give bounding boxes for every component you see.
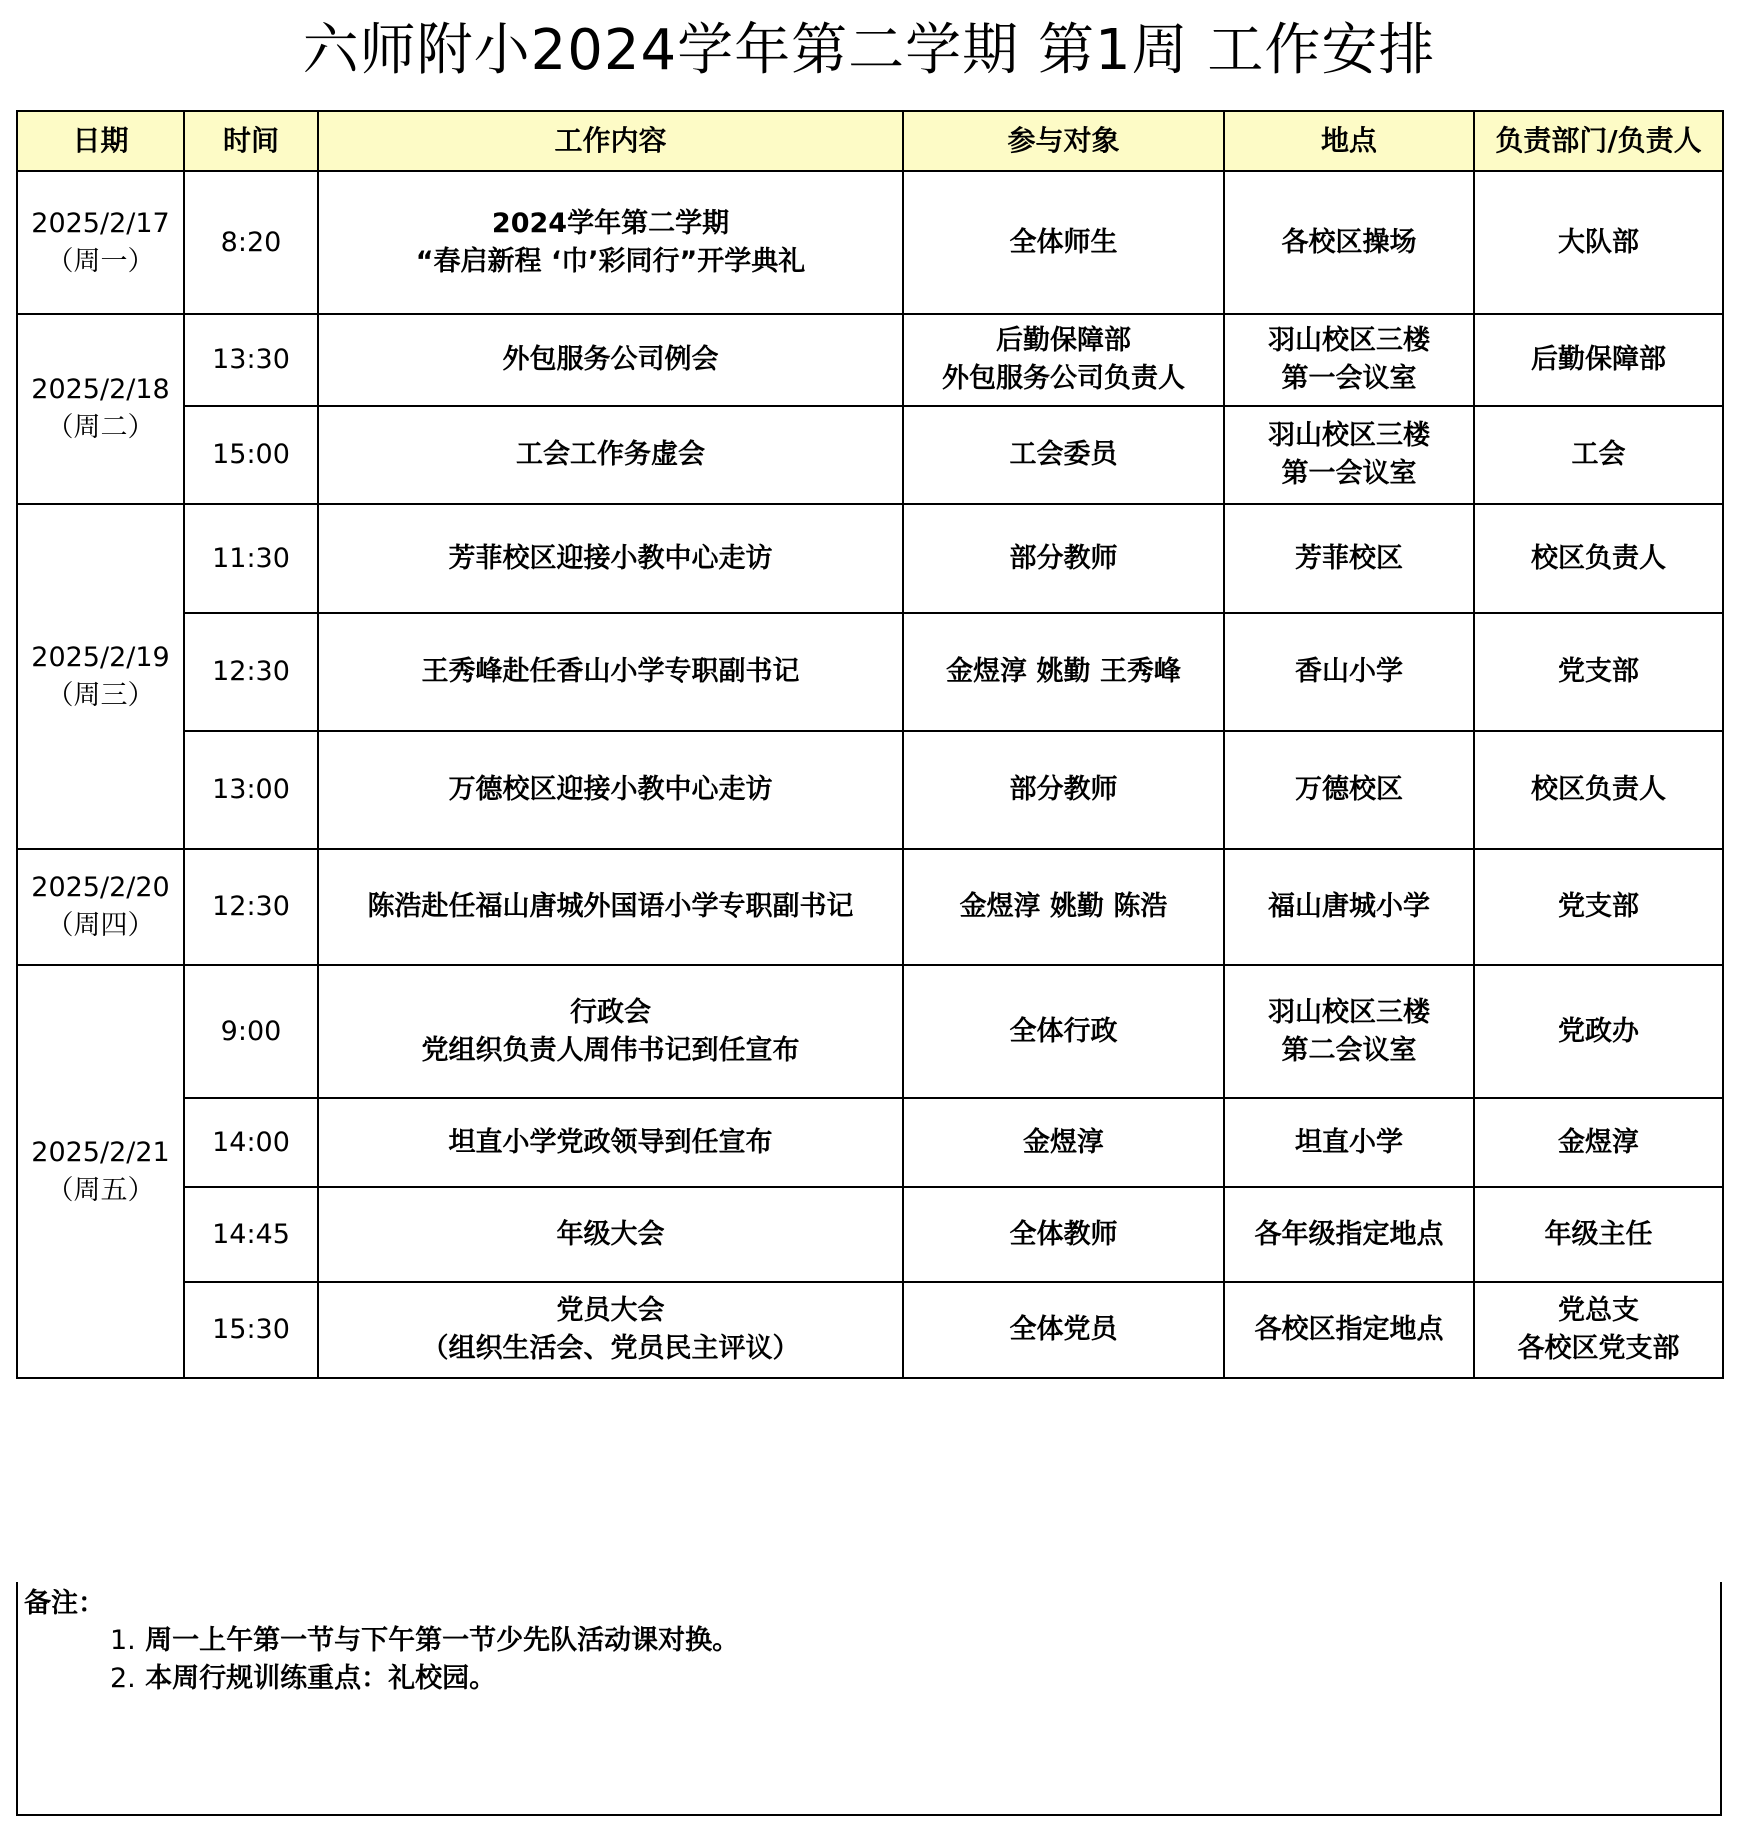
location-cell <box>1224 1098 1474 1187</box>
content-cell-line: 工会工作务虚会 <box>516 439 705 470</box>
content-cell-line: 陈浩赴任福山唐城外国语小学专职副书记 <box>367 891 854 922</box>
owner-cell-line: 校区负责人 <box>1531 774 1666 805</box>
participants-cell <box>903 171 1224 314</box>
location-cell <box>1224 849 1474 965</box>
date-cell <box>17 504 184 849</box>
owner-cell <box>1474 1187 1723 1282</box>
date-cell-line: （周三） <box>46 679 155 711</box>
remark-text: 本周行规训练重点：礼校园。 <box>145 1663 497 1694</box>
owner-cell <box>1474 314 1723 406</box>
owner-cell-line: 后勤保障部 <box>1531 344 1666 375</box>
date-cell-line: 2025/2/20 <box>31 872 170 903</box>
participants-cell-line: 全体党员 <box>1009 1314 1118 1345</box>
participants-cell-line: 外包服务公司负责人 <box>942 363 1185 394</box>
date-cell <box>17 849 184 965</box>
schedule-table <box>16 110 1724 1379</box>
location-cell-line: 各校区指定地点 <box>1254 1314 1444 1345</box>
owner-cell <box>1474 406 1723 504</box>
owner-cell <box>1474 965 1723 1098</box>
participants-cell-line: 全体师生 <box>1009 226 1118 258</box>
participants-cell <box>903 314 1224 406</box>
owner-cell <box>1474 504 1723 613</box>
header-location: 地点 <box>1224 111 1474 171</box>
time-cell: 12:30 <box>184 613 318 731</box>
date-cell-line: 2025/2/21 <box>31 1136 170 1168</box>
participants-cell <box>903 731 1224 849</box>
location-cell <box>1224 965 1474 1098</box>
content-cell-line: 党员大会 <box>556 1295 665 1326</box>
location-cell-line: 羽山校区三楼 <box>1268 420 1430 451</box>
participants-cell <box>903 849 1224 965</box>
date-cell <box>17 171 184 314</box>
remarks-box <box>16 1582 1722 1816</box>
location-cell <box>1224 1187 1474 1282</box>
table-row <box>17 1187 1723 1282</box>
owner-cell <box>1474 1282 1723 1378</box>
content-cell <box>318 1282 903 1378</box>
date-cell-line: （周二） <box>46 412 155 443</box>
header-time: 时间 <box>184 111 318 171</box>
location-cell <box>1224 1282 1474 1378</box>
owner-cell-line: 大队部 <box>1558 226 1639 258</box>
location-cell <box>1224 504 1474 613</box>
content-cell <box>318 406 903 504</box>
header-row <box>17 111 1723 171</box>
owner-cell <box>1474 171 1723 314</box>
time-cell: 11:30 <box>184 504 318 613</box>
participants-cell <box>903 1282 1224 1378</box>
time-cell: 15:30 <box>184 1282 318 1378</box>
participants-cell-line: 全体行政 <box>1009 1015 1118 1047</box>
remark-number: 1. <box>110 1625 136 1656</box>
location-cell-line: 羽山校区三楼 <box>1268 325 1430 356</box>
location-cell-line: 福山唐城小学 <box>1268 891 1430 922</box>
content-cell <box>318 1098 903 1187</box>
participants-cell-line: 工会委员 <box>1009 439 1118 470</box>
remarks-heading: 备注： <box>24 1588 105 1619</box>
location-cell <box>1224 171 1474 314</box>
owner-cell-line: 党支部 <box>1558 891 1639 922</box>
content-cell <box>318 731 903 849</box>
owner-cell-line: 年级主任 <box>1544 1218 1653 1250</box>
time-cell: 13:00 <box>184 731 318 849</box>
content-cell <box>318 171 903 314</box>
content-cell-line: 万德校区迎接小教中心走访 <box>448 774 773 805</box>
participants-cell-line: 全体教师 <box>1009 1218 1118 1250</box>
time-cell: 13:30 <box>184 314 318 406</box>
content-cell <box>318 849 903 965</box>
owner-cell-line: 党总支 <box>1558 1295 1639 1326</box>
time-cell: 8:20 <box>184 171 318 314</box>
location-cell-line: 各校区操场 <box>1281 226 1417 258</box>
location-cell-line: 芳菲校区 <box>1295 542 1403 574</box>
location-cell <box>1224 314 1474 406</box>
table-row <box>17 1098 1723 1187</box>
time-cell: 12:30 <box>184 849 318 965</box>
table-row <box>17 504 1723 613</box>
content-cell <box>318 314 903 406</box>
content-cell-line: 王秀峰赴任香山小学专职副书记 <box>421 656 800 687</box>
remark-text: 周一上午第一节与下午第一节少先队活动课对换。 <box>145 1625 740 1656</box>
owner-cell-line: 党政办 <box>1558 1015 1639 1047</box>
location-cell-line: 各年级指定地点 <box>1254 1218 1444 1250</box>
content-cell-line: 2024学年第二学期 <box>491 207 730 239</box>
owner-cell <box>1474 613 1723 731</box>
header-owner: 负责部门/负责人 <box>1474 111 1723 171</box>
location-cell-line: 坦直小学 <box>1295 1126 1403 1158</box>
time-cell: 14:45 <box>184 1187 318 1282</box>
table-row <box>17 314 1723 406</box>
remark-item <box>110 1622 739 1660</box>
date-cell-line: 2025/2/18 <box>31 374 170 405</box>
location-cell-line: 香山小学 <box>1295 656 1403 687</box>
participants-cell-line: 金煜淳 <box>1023 1126 1104 1158</box>
location-cell <box>1224 613 1474 731</box>
owner-cell-line: 党支部 <box>1558 656 1639 687</box>
owner-cell <box>1474 731 1723 849</box>
header-content: 工作内容 <box>318 111 903 171</box>
participants-cell <box>903 965 1224 1098</box>
content-cell-line: （组织生活会、党员民主评议） <box>421 1333 800 1364</box>
participants-cell <box>903 613 1224 731</box>
participants-cell-line: 部分教师 <box>1009 542 1118 574</box>
content-cell-line: “春启新程 ‘巾’彩同行”开学典礼 <box>415 245 806 277</box>
table-row <box>17 731 1723 849</box>
date-cell-line: 2025/2/17 <box>31 207 170 239</box>
content-cell <box>318 965 903 1098</box>
content-cell <box>318 504 903 613</box>
date-cell-line: （周四） <box>46 910 155 941</box>
table-row <box>17 965 1723 1098</box>
content-cell <box>318 1187 903 1282</box>
date-cell <box>17 314 184 504</box>
owner-cell-line: 工会 <box>1571 439 1626 470</box>
participants-cell-line: 后勤保障部 <box>996 325 1131 356</box>
participants-cell <box>903 1098 1224 1187</box>
location-cell <box>1224 406 1474 504</box>
participants-cell-line: 金煜淳 姚勤 王秀峰 <box>946 656 1181 687</box>
time-cell: 14:00 <box>184 1098 318 1187</box>
remarks-list <box>110 1622 739 1698</box>
owner-cell-line: 金煜淳 <box>1558 1126 1639 1158</box>
location-cell <box>1224 731 1474 849</box>
date-cell-line: （周一） <box>46 245 155 277</box>
date-cell-line: 2025/2/19 <box>31 641 170 673</box>
participants-cell-line: 部分教师 <box>1009 774 1118 805</box>
time-cell: 15:00 <box>184 406 318 504</box>
date-cell-line: （周五） <box>46 1174 155 1206</box>
location-cell-line: 第二会议室 <box>1281 1034 1417 1066</box>
remark-number: 2. <box>110 1663 136 1694</box>
participants-cell-line: 金煜淳 姚勤 陈浩 <box>959 891 1168 922</box>
location-cell-line: 羽山校区三楼 <box>1268 996 1430 1028</box>
table-row <box>17 406 1723 504</box>
content-cell-line: 芳菲校区迎接小教中心走访 <box>448 542 773 574</box>
page-title: 六师附小2024学年第二学期 第1周 工作安排 <box>302 18 1436 83</box>
time-cell: 9:00 <box>184 965 318 1098</box>
content-cell-line: 行政会 <box>570 996 651 1028</box>
content-cell-line: 外包服务公司例会 <box>502 344 719 375</box>
owner-cell <box>1474 1098 1723 1187</box>
participants-cell <box>903 406 1224 504</box>
remark-item <box>110 1660 739 1698</box>
content-cell <box>318 613 903 731</box>
content-cell-line: 年级大会 <box>556 1218 665 1250</box>
location-cell-line: 万德校区 <box>1295 774 1403 805</box>
participants-cell <box>903 1187 1224 1282</box>
date-cell <box>17 965 184 1378</box>
location-cell-line: 第一会议室 <box>1281 458 1417 489</box>
content-cell-line: 坦直小学党政领导到任宣布 <box>448 1126 773 1158</box>
table-row <box>17 849 1723 965</box>
table-row <box>17 171 1723 314</box>
table-row <box>17 1282 1723 1378</box>
location-cell-line: 第一会议室 <box>1281 363 1417 394</box>
header-date: 日期 <box>17 111 184 171</box>
owner-cell-line: 各校区党支部 <box>1517 1333 1680 1364</box>
owner-cell-line: 校区负责人 <box>1531 542 1666 574</box>
header-participants: 参与对象 <box>903 111 1224 171</box>
table-row <box>17 613 1723 731</box>
content-cell-line: 党组织负责人周伟书记到任宣布 <box>421 1034 800 1066</box>
owner-cell <box>1474 849 1723 965</box>
participants-cell <box>903 504 1224 613</box>
